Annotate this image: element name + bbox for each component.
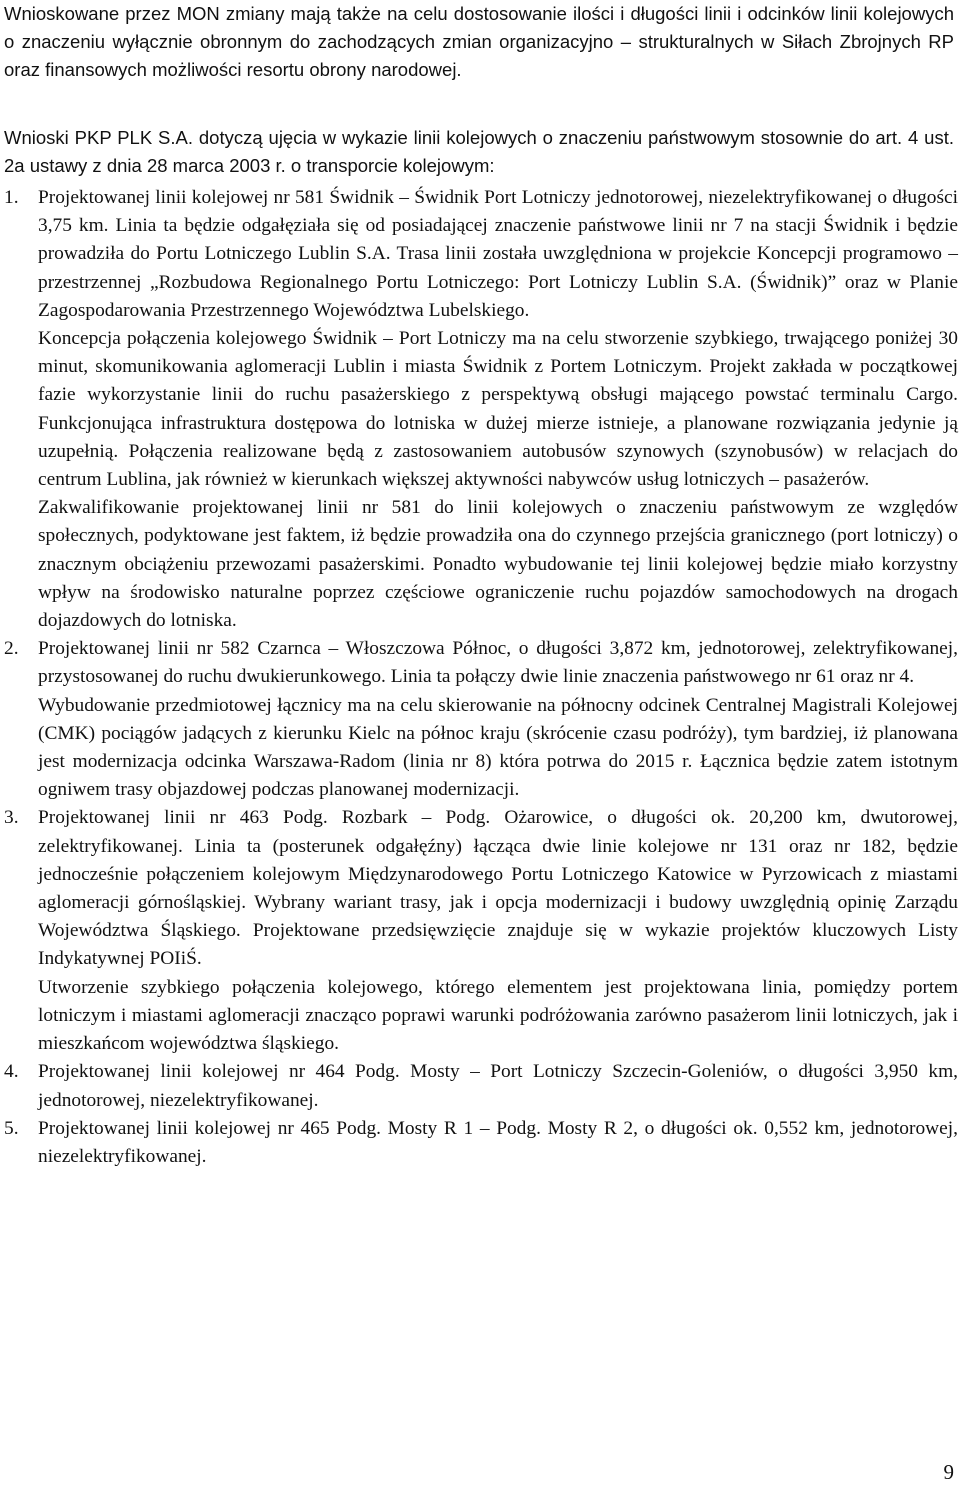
list-item-paragraph: Koncepcja połączenia kolejowego Świdnik – Port Lotniczy ma na celu stworzenie szybkiego, trwającego poniżej 30 minut, skomunikowania aglomeracji Lublin i miasta Świdnik z Portem Lotniczym. Projekt zakłada w początkowej fazie wykorzystanie linii do ruchu pasażerskiego z perspektywą obsługi mającego powstać terminalu Cargo. Funkcjonująca infrastruktura dostępowa do lotniska w dużej mierze istnieje, a planowane rozwiązania jedynie ją uzupełnią. Połączenia realizowane będą z zastosowaniem autobusów szynowych (szynobusów) w relacjach do centrum Lublina, jak również w kierunkach większej aktywności nabywców usług lotniczych – pasażerów. xyxy=(38,328,958,491)
list-item xyxy=(4,1115,958,1171)
list-item-number: 1. xyxy=(4,187,19,208)
list-item-paragraph: Utworzenie szybkiego połączenia kolejowego, którego elementem jest projektowana linia, pomiędzy portem lotniczym i miastami aglomeracji znacząco poprawi warunki podróżowania zarówno pasażerom linii lotniczych, jak i mieszkańcom województwa śląskiego. xyxy=(38,976,958,1055)
list-item-number: 3. xyxy=(4,807,19,829)
list-item-number: 5. xyxy=(4,1117,19,1139)
list-item xyxy=(4,804,958,1058)
page-number: 9 xyxy=(943,1460,954,1484)
intro-paragraph: Wnioskowane przez MON zmiany mają także na celu dostosowanie ilości i długości linii i odcinków linii kolejowych o znaczeniu wyłącznie obronnym do zachodzących zmian organizacyjno – strukturalnych w Siłach Zbrojnych RP oraz finansowych możliwości resortu obrony narodowej. xyxy=(4,3,954,81)
list-item-paragraph: Projektowanej linii kolejowej nr 464 Podg. Mosty – Port Lotniczy Szczecin-Goleniów, o długości 3,950 km, jednotorowej, niezelektryfikowanej. xyxy=(38,1061,958,1111)
list-item-number: 4. xyxy=(4,1061,19,1083)
list-item-paragraph: Projektowanej linii kolejowej nr 581 Świdnik – Świdnik Port Lotniczy jednotorowej, niezelektryfikowanej o długości 3,75 km. Linia ta będzie odgałęziała się od posiadającej znaczenie państwowe linii nr 7 na stacji Świdnik i będzie prowadziła do Portu Lotniczego Lublin S.A. Trasa linii została uwzględniona w projekcie Koncepcji programowo – przestrzennej „Rozbudowa Regionalnego Portu Lotniczego: Port Lotniczy Lublin S.A. (Świdnik)” oraz w Planie Zagospodarowania Przestrzennego Województwa Lubelskiego. xyxy=(38,187,958,321)
list-item-paragraph: Projektowanej linii nr 463 Podg. Rozbark – Podg. Ożarowice, o długości ok. 20,200 km, dwutorowej, zelektryfikowanej. Linia ta (posterunek odgałęźny) łącząca dwie linie kolejowe nr 131 oraz nr 182, będzie jednocześnie połączeniem kolejowym Międzynarodowego Portu Lotniczego Katowice w Pyrzowicach z miastami aglomeracji górnośląskiej. Wybrany wariant trasy, jak i opcja modernizacji i budowy uwzględnią opinię Zarządu Województwa Śląskiego. Projektowane przedsięwzięcie znajduje się w wykazie projektów kluczowych Listy Indykatywnej POIiŚ. xyxy=(38,807,958,970)
numbered-list xyxy=(4,184,958,1171)
pkp-paragraph: Wnioski PKP PLK S.A. dotyczą ujęcia w wykazie linii kolejowych o znaczeniu państwowym stosownie do art. 4 ust. 2a ustawy z dnia 28 marca 2003 r. o transporcie kolejowym: xyxy=(4,127,954,177)
list-item-paragraph: Zakwalifikowanie projektowanej linii nr 581 do linii kolejowych o znaczeniu państwowym ze względów społecznych, podyktowane jest faktem, iż będzie prowadziła ona do czynnego przejścia granicznego (port lotniczy) o znacznym obciążeniu przewozami pasażerskimi. Ponadto wybudowanie tej linii kolejowej będzie miało korzystny wpływ na środowisko naturalne poprzez częściowe ograniczenie ruchu pojazdów samochodowych na drogach dojazdowych do lotniska. xyxy=(38,497,958,632)
list-item-number: 2. xyxy=(4,638,19,660)
list-item-paragraph: Projektowanej linii nr 582 Czarnca – Włoszczowa Północ, o długości 3,872 km, jednotorowej, zelektryfikowanej, przystosowanej do ruchu dwukierunkowego. Linia ta połączy dwie linie znaczenia państwowego nr 61 oraz nr 4. xyxy=(38,638,958,688)
list-item-paragraph: Wybudowanie przedmiotowej łącznicy ma na celu skierowanie na północny odcinek Centralnej Magistrali Kolejowej (CMK) pociągów jadących z kierunku Kielc na północ kraju (skrócenie czasu podróży), tym bardziej, iż planowana jest modernizacja odcinka Warszawa-Radom (linia nr 8) która potrwa do 2015 r. Łącznica będzie zatem istotnym ogniwem trasy objazdowej podczas planowanej modernizacji. xyxy=(38,694,958,801)
list-item xyxy=(4,1058,958,1114)
list-item xyxy=(4,184,958,635)
list-item xyxy=(4,635,958,804)
list-item-paragraph: Projektowanej linii kolejowej nr 465 Podg. Mosty R 1 – Podg. Mosty R 2, o długości ok. 0,552 km, jednotorowej, niezelektryfikowanej. xyxy=(38,1117,958,1167)
